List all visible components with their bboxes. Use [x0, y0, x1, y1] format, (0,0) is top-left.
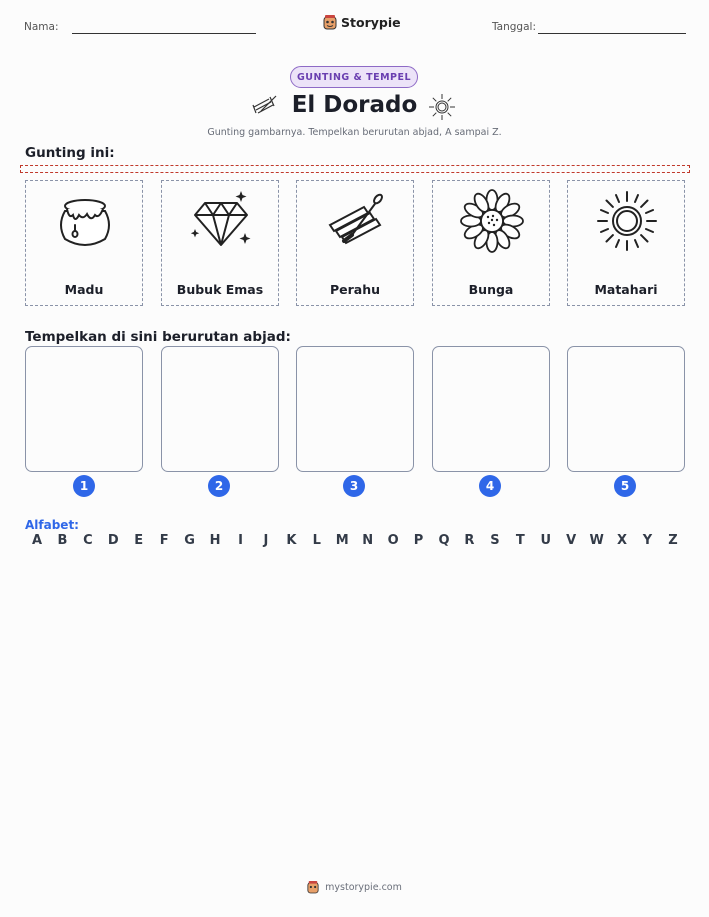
- alphabet-row: [25, 533, 685, 548]
- name-line[interactable]: [72, 33, 256, 34]
- worksheet-header: [0, 0, 709, 50]
- alphabet-letter: O: [387, 533, 399, 548]
- alphabet-letter: Y: [642, 533, 653, 548]
- alphabet-letter: M: [335, 533, 349, 548]
- alphabet-letter: P: [413, 533, 424, 548]
- alphabet-letter: H: [209, 533, 221, 548]
- cut-card-matahari[interactable]: [567, 180, 685, 306]
- alphabet-letter: K: [286, 533, 297, 548]
- alphabet-letter: L: [312, 533, 321, 548]
- alphabet-letter: U: [540, 533, 552, 548]
- instructions: Gunting gambarnya. Tempelkan berurutan abjad, A sampai Z.: [207, 127, 502, 138]
- brand-name: Storypie: [341, 14, 401, 30]
- cut-section-label: Gunting ini:: [25, 145, 115, 161]
- sun-icon: [428, 93, 456, 121]
- page-title: El Dorado: [291, 92, 418, 118]
- sun-icon: [595, 189, 659, 253]
- alphabet-letter: V: [566, 533, 577, 548]
- date-line[interactable]: [538, 33, 686, 34]
- paste-slot-1[interactable]: [25, 346, 143, 472]
- slot-number-badge: 1: [73, 475, 95, 497]
- alphabet-letter: Q: [438, 533, 450, 548]
- alphabet-letter: N: [362, 533, 374, 548]
- footer: [0, 880, 709, 894]
- flower-icon: [460, 189, 524, 253]
- alphabet-letter: E: [134, 533, 144, 548]
- honey-pot-icon: [53, 189, 117, 253]
- alphabet-label: Alfabet:: [25, 518, 79, 532]
- slot-number-badge: 3: [343, 475, 365, 497]
- cut-card-madu[interactable]: [25, 180, 143, 306]
- slot-number-badge: 5: [614, 475, 636, 497]
- card-label: Bubuk Emas: [176, 282, 264, 297]
- footer-url[interactable]: mystorypie.com: [325, 881, 402, 893]
- card-label: Matahari: [594, 282, 658, 297]
- alphabet-letter: S: [490, 533, 500, 548]
- storypie-mascot-icon: [307, 880, 319, 894]
- alphabet-letter: F: [159, 533, 169, 548]
- card-label: Bunga: [468, 282, 514, 297]
- card-label: Madu: [64, 282, 104, 297]
- storypie-mascot-icon: [323, 14, 337, 30]
- alphabet-letter: X: [617, 533, 628, 548]
- alphabet-letter: A: [31, 533, 43, 548]
- paste-slot-5[interactable]: [567, 346, 685, 472]
- cut-card-bubuk-emas[interactable]: [161, 180, 279, 306]
- alphabet-letter: R: [464, 533, 475, 548]
- alphabet-letter: D: [107, 533, 119, 548]
- alphabet-letter: C: [83, 533, 93, 548]
- cut-line: [20, 165, 690, 173]
- diamond-icon: [189, 189, 253, 253]
- alphabet-letter: G: [184, 533, 195, 548]
- alphabet-letter: T: [515, 533, 525, 548]
- paste-section-label: Tempelkan di sini berurutan abjad:: [25, 329, 291, 345]
- activity-badge: GUNTING & TEMPEL: [290, 66, 418, 88]
- slot-number-badge: 2: [208, 475, 230, 497]
- name-label: Nama:: [24, 21, 59, 33]
- paste-slot-3[interactable]: [296, 346, 414, 472]
- alphabet-letter: I: [238, 533, 243, 548]
- slot-number-badge: 4: [479, 475, 501, 497]
- cut-card-perahu[interactable]: [296, 180, 414, 306]
- alphabet-letter: Z: [668, 533, 678, 548]
- cut-card-bunga[interactable]: [432, 180, 550, 306]
- date-label: Tanggal:: [492, 21, 536, 33]
- card-label: Perahu: [329, 282, 381, 297]
- alphabet-letter: J: [263, 533, 269, 548]
- paste-slot-4[interactable]: [432, 346, 550, 472]
- paste-slot-2[interactable]: [161, 346, 279, 472]
- raft-icon: [324, 189, 388, 253]
- alphabet-letter: B: [57, 533, 68, 548]
- brand-logo: [323, 14, 401, 30]
- alphabet-letter: W: [589, 533, 604, 548]
